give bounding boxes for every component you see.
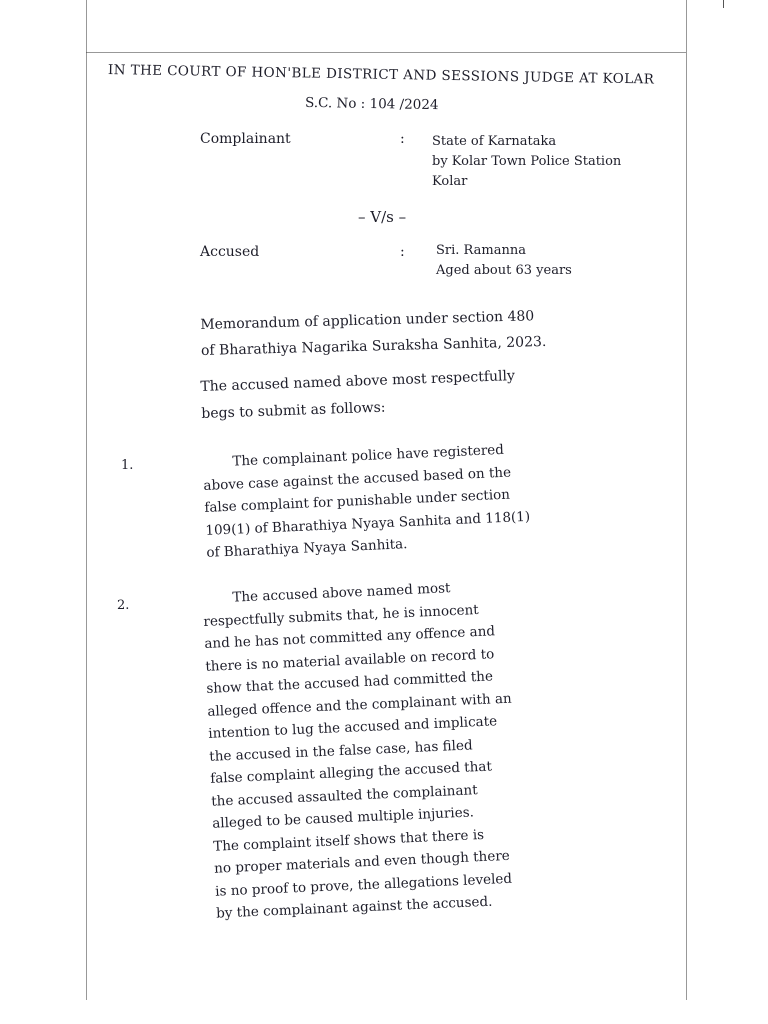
paragraph-1	[202, 431, 686, 564]
paragraph-line: the accused assaulted the complainant	[210, 781, 478, 810]
paragraph-line: The accused above named most	[232, 580, 451, 606]
page-left-border	[86, 0, 87, 1000]
paragraph-line: and he has not committed any offence and	[204, 623, 496, 652]
paragraph-line: 109(1) of Bharathiya Nyaya Sanhita and 118(1)	[205, 508, 531, 539]
paragraph-line: alleged offence and the complainant with an	[207, 690, 513, 720]
complainant-colon: :	[400, 131, 405, 147]
accused-line: Aged about 63 years	[436, 263, 572, 278]
accused-value	[436, 241, 572, 281]
paragraph-line: intention to lug the accused and implicate	[208, 713, 498, 742]
complainant-line: Kolar	[432, 174, 468, 189]
paragraph-line: there is no material available on record to	[205, 645, 495, 675]
court-heading: IN THE COURT OF HON'BLE DISTRICT AND SESSIONS JUDGE AT KOLAR	[107, 62, 655, 88]
intro-text	[200, 358, 662, 428]
case-number: S.C. No : 104 /2024	[304, 94, 439, 114]
complainant-label: Complainant	[200, 131, 291, 147]
paragraph-line: above case against the accused based on the	[203, 464, 512, 494]
page-top-rule	[86, 52, 686, 53]
paragraph-line: alleged to be caused multiple injuries.	[211, 804, 475, 832]
accused-line: Sri. Ramanna	[436, 243, 526, 258]
paragraph-line: of Bharathiya Nyaya Sanhita.	[206, 536, 408, 561]
paragraph-number: 1.	[121, 458, 134, 473]
paragraph-line: no proper materials and even though there	[213, 847, 511, 877]
intro-line: The accused named above most respectfully	[200, 368, 516, 395]
paragraph-line: false complaint for punishable under section	[204, 486, 511, 516]
memorandum-title	[200, 299, 681, 364]
paragraph-line: the accused in the false case, has filed	[209, 736, 473, 765]
intro-line: begs to submit as follows:	[201, 399, 386, 422]
paragraph-number: 2.	[117, 598, 130, 613]
paragraph-line: The complaint itself shows that there is	[212, 826, 485, 855]
paragraph-line: false complaint alleging the accused that	[209, 758, 493, 787]
complainant-line: by Kolar Town Police Station	[432, 154, 622, 169]
accused-colon: :	[400, 244, 405, 260]
accused-label: Accused	[200, 244, 260, 260]
paragraph-line: by the complainant against the accused.	[215, 893, 493, 922]
paragraph-line: respectfully submits that, he is innocent	[203, 601, 480, 630]
versus-separator: – V/s –	[358, 208, 407, 226]
paragraph-line: show that the accused had committed the	[206, 668, 494, 697]
paragraph-2	[202, 567, 696, 925]
paragraph-line: is no proof to prove, the allegations leveled	[214, 870, 513, 900]
memorandum-line: of Bharathiya Nagarika Suraksha Sanhita, 2023.	[200, 333, 547, 359]
paragraph-line: The complainant police have registered	[232, 441, 505, 470]
complainant-value	[432, 132, 621, 192]
memorandum-line: Memorandum of application under section 480	[200, 308, 535, 333]
margin-mark	[723, 0, 724, 8]
complainant-line: State of Karnataka	[432, 134, 557, 149]
